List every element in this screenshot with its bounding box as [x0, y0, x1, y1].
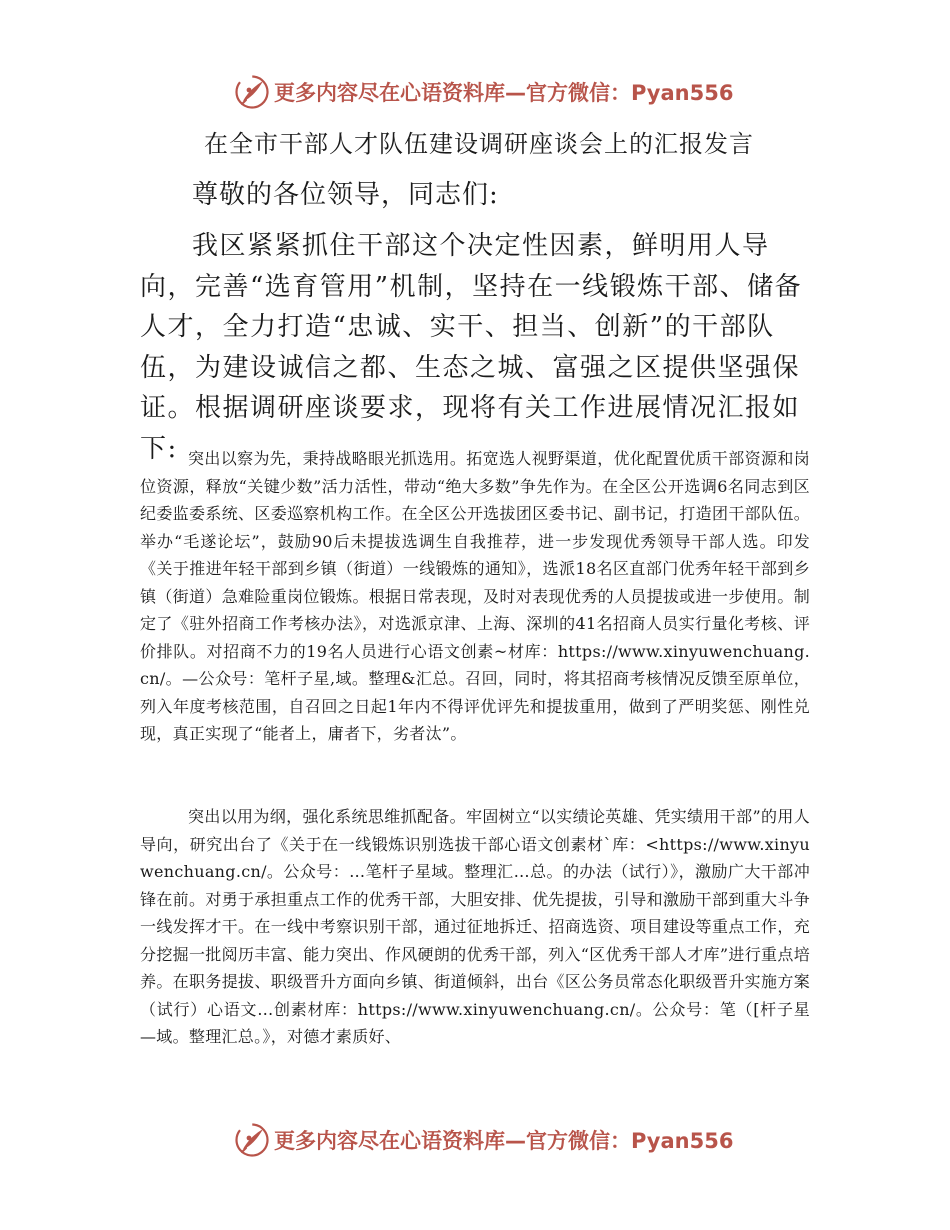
quill-seal-icon [234, 74, 270, 110]
quill-seal-icon [234, 1122, 270, 1158]
document-title: 在全市干部人才队伍建设调研座谈会上的汇报发言 [204, 130, 754, 158]
top-watermark-banner [234, 72, 733, 112]
body-paragraph-2: 突出以用为纲，强化系统思维抓配备。牢固树立“以实绩论英雄、凭实绩用干部”的用人导向，研究出台了《关于在一线锻炼识别选拔干部心语文创素材`库：<https://www.xinyuwenchuang.cn/。公众号：…笔杆子星域。整理汇…总。的办法（试行）》，激励广大干部冲锋在前。对勇于承担重点工作的优秀干部，大胆安排、优先提拔，引导和激励干部到重大斗争一线发挥才干。在一线中考察识别干部，通过征地拆迁、招商选资、项目建设等重点工作，充分挖掘一批阅历丰富、能力突出、作风硬朗的优秀干部，列入“区优秀干部人才库”进行重点培养。在职务提拔、职级晋升方面向乡镇、街道倾斜，出台《区公务员常态化职级晋升实施方案（试行）心语文…创素材库：https://www.xinyuwenchuang.cn/。公众号：笔（[杆子星—域。整理汇总。》，对德才素质好、 [140, 807, 810, 1046]
body-paragraph-1: 突出以察为先，秉持战略眼光抓选用。拓宽选人视野渠道，优化配置优质干部资源和岗位资源，释放“关键少数”活力活性，带动“绝大多数”争先作为。在全区公开选调6名同志到区纪委监委系统、区委巡察机构工作。在全区公开选拔团区委书记、副书记，打造团干部队伍。举办“毛遂论坛”，鼓励90后未提拔选调生自我推荐，进一步发现优秀领导干部人选。印发《关于推进年轻干部到乡镇（街道）一线锻炼的通知》，选派18名区直部门优秀年轻干部到乡镇（街道）急难险重岗位锻炼。根据日常表现，及时对表现优秀的人员提拔或进一步使用。制定了《驻外招商工作考核办法》，对选派京津、上海、深圳的41名招商人员实行量化考核、评价排队。对招商不力的19名人员进行心语文创素~材库：https://www.xinyuwenchuang.cn/。—公众号：笔杆子星,域。整理&汇总。召回，同时，将其招商考核情况反馈至原单位，列入年度考核范围，自召回之日起1年内不得评优评先和提拔重用，做到了严明奖惩、刚性兑现，真正实现了“能者上，庸者下，劣者汰”。 [140, 449, 810, 743]
greeting: 尊敬的各位领导，同志们: [192, 180, 499, 210]
bottom-watermark-banner [234, 1120, 733, 1160]
intro-paragraph [140, 226, 820, 469]
banner-text: 更多内容尽在心语资料库—官方微信：Pyan556 [274, 81, 734, 105]
intro-text: 我区紧紧抓住干部这个决定性因素，鲜明用人导向，完善“选育管用”机制，坚持在一线锻炼干部、储备人才，全力打造“忠诚、实干、担当、创新”的干部队伍，为建设诚信之都、生态之城、富强之区提供坚强保证。根据调研座谈要求，现将有关工作进展情况汇报如下: [140, 231, 803, 464]
banner-text: 更多内容尽在心语资料库—官方微信：Pyan556 [274, 1129, 734, 1153]
